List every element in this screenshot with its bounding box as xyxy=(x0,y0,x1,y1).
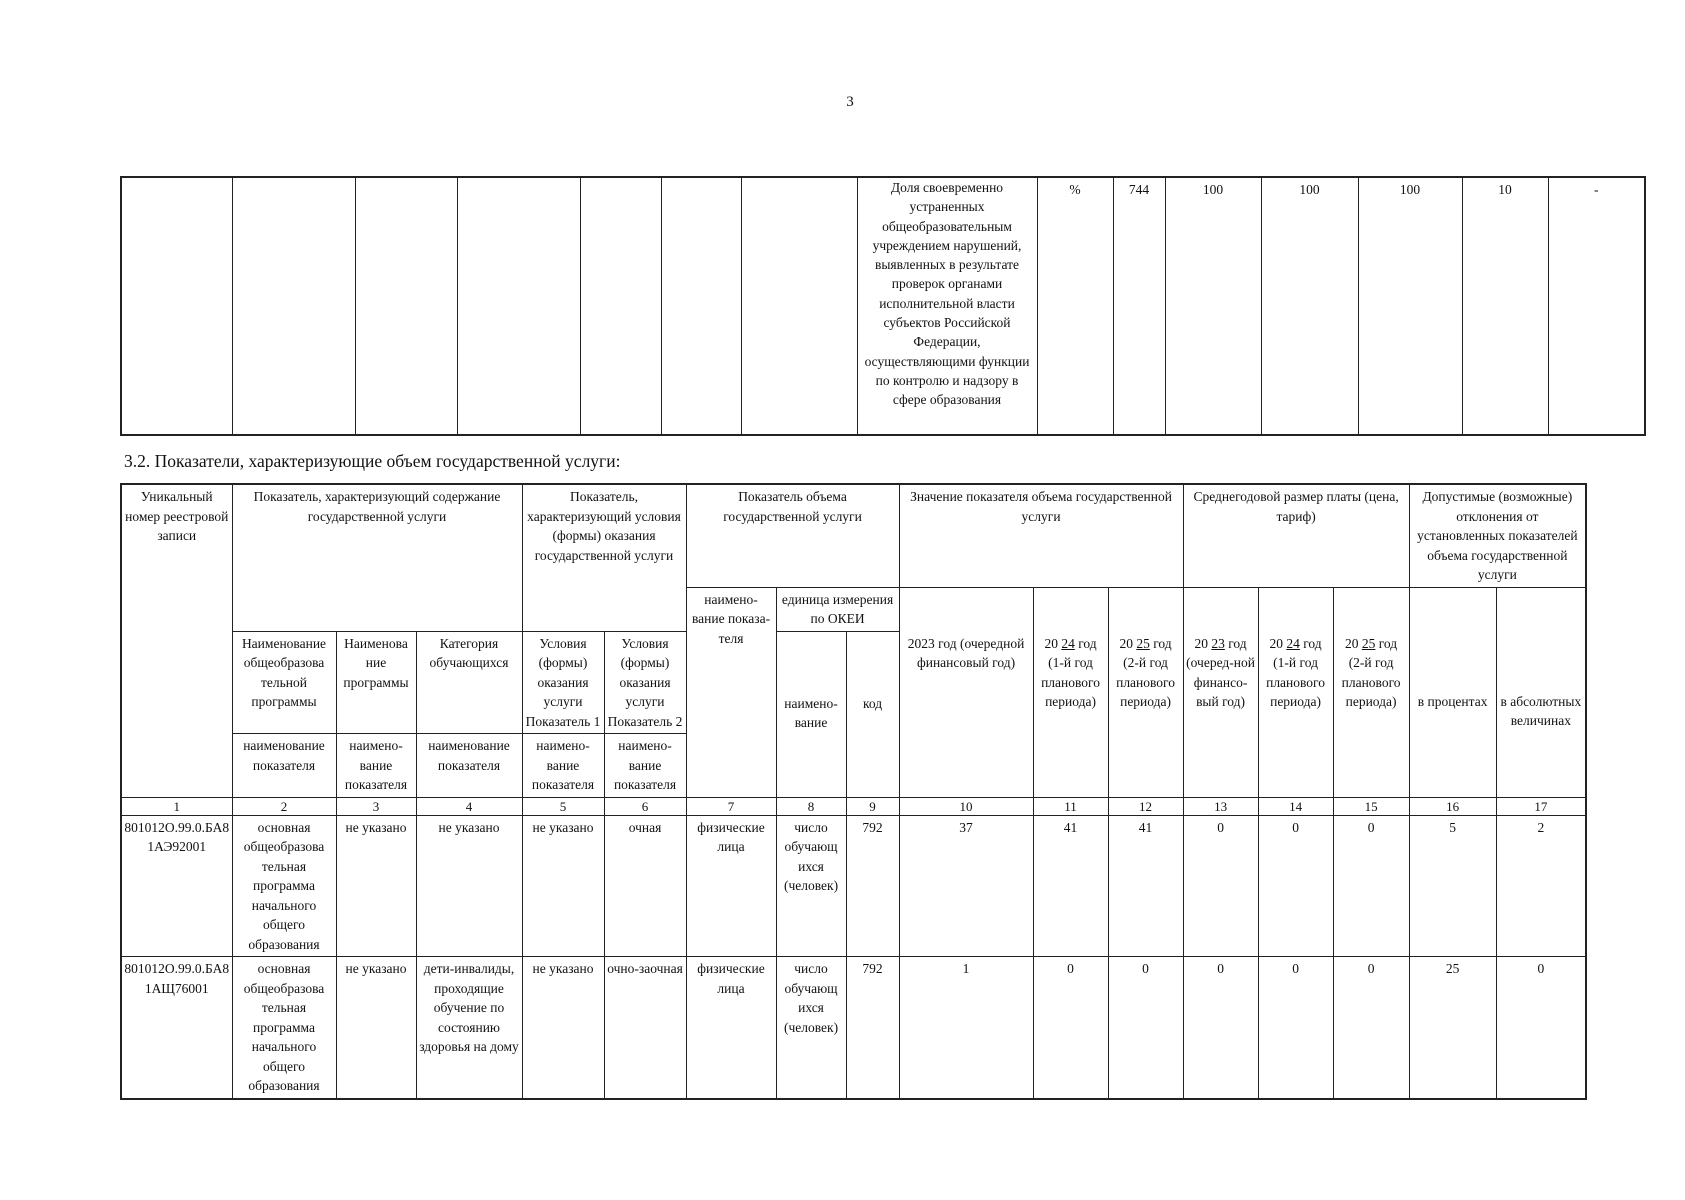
header-content-indicator: Показатель, характеризующий содержание государственной услуги xyxy=(232,484,522,631)
fee-2024-cell: 0 xyxy=(1258,815,1333,957)
value-2025-cell: 0 xyxy=(1108,957,1183,1099)
header-volume-value: Значение показателя объема государственной услуги xyxy=(899,484,1183,587)
column-number: 10 xyxy=(899,797,1033,815)
deviation-percent-cell: 5 xyxy=(1409,815,1496,957)
header-conditions-indicator: Показатель, характеризующий условия (формы) оказания государственной услуги xyxy=(522,484,686,631)
deviation-absolute-cell: 2 xyxy=(1496,815,1586,957)
header-registry-number: Уникальный номер реестровой записи xyxy=(121,484,232,797)
value-2023-cell: 100 xyxy=(1165,177,1261,435)
section-heading: 3.2. Показатели, характеризующие объем государственной услуги: xyxy=(124,451,621,471)
column-number: 12 xyxy=(1108,797,1183,815)
column-number-row xyxy=(121,797,1586,815)
header-year-2025: 20 25 год (2-й год планового периода) xyxy=(1108,587,1183,797)
value-2025-cell: 100 xyxy=(1358,177,1462,435)
fee-2025-cell: 0 xyxy=(1333,957,1409,1099)
unit-code-cell: 792 xyxy=(846,957,899,1099)
fee-2025-cell: 0 xyxy=(1333,815,1409,957)
empty-cell xyxy=(457,177,580,435)
header-in-percent: в процентах xyxy=(1409,587,1496,797)
column-number: 14 xyxy=(1258,797,1333,815)
quality-indicators-continuation-table xyxy=(120,176,1646,436)
header-indicator-name: наимено-вание показа-теля xyxy=(686,587,776,797)
column-number: 17 xyxy=(1496,797,1586,815)
empty-cell xyxy=(232,177,355,435)
header-unit-name: наимено-вание xyxy=(776,631,846,797)
header-indicator-label: наименование показателя xyxy=(232,734,336,798)
header-fee-2024: 20 24 год (1-й год планового периода) xyxy=(1258,587,1333,797)
header-year-2023: 2023 год (очередной финансовый год) xyxy=(899,587,1033,797)
condition-2-cell: очно-заочная xyxy=(604,957,686,1099)
value-2024-cell: 0 xyxy=(1033,957,1108,1099)
empty-cell xyxy=(355,177,457,435)
empty-cell xyxy=(580,177,661,435)
registry-number-cell: 801012О.99.0.БА81АЭ92001 xyxy=(121,815,232,957)
deviation-absolute-cell: - xyxy=(1548,177,1645,435)
header-average-fee: Среднегодовой размер платы (цена, тариф) xyxy=(1183,484,1409,587)
indicator-name-cell: Доля своевременно устраненных общеобразовательным учреждением нарушений, выявленных в результате проверок органами исполнительной власти субъектов Российской Федерации, осуществляющими функции по контролю и надзору в сфере образования xyxy=(857,177,1037,435)
column-number: 1 xyxy=(121,797,232,815)
header-year-2024: 20 24 год (1-й год планового периода) xyxy=(1033,587,1108,797)
page-number: 3 xyxy=(846,94,854,110)
header-program-name: Наименование общеобразова тельной программы xyxy=(232,631,336,734)
header-allowed-deviation: Допустимые (возможные) отклонения от установленных показателей объема государственной услуги xyxy=(1409,484,1586,587)
value-2023-cell: 1 xyxy=(899,957,1033,1099)
empty-cell xyxy=(121,177,232,435)
header-indicator-label: наимено-вание показателя xyxy=(336,734,416,798)
condition-1-cell: не указано xyxy=(522,815,604,957)
header-indicator-label: наименование показателя xyxy=(416,734,522,798)
header-unit-code: код xyxy=(846,631,899,797)
program-name-cell: основная общеобразова тельная программа начального общего образования xyxy=(232,815,336,957)
column-number: 3 xyxy=(336,797,416,815)
value-2025-cell: 41 xyxy=(1108,815,1183,957)
registry-number-cell: 801012О.99.0.БА81АЩ76001 xyxy=(121,957,232,1099)
header-indicator-label: наимено-вание показателя xyxy=(522,734,604,798)
student-category-cell: не указано xyxy=(416,815,522,957)
volume-indicators-table xyxy=(120,483,1587,1100)
column-number: 13 xyxy=(1183,797,1258,815)
indicator-name-cell: физические лица xyxy=(686,957,776,1099)
unit-name-cell: число обучающ ихся (человек) xyxy=(776,815,846,957)
column-number: 2 xyxy=(232,797,336,815)
header-unit-okei: единица измерения по ОКЕИ xyxy=(776,587,899,631)
condition-2-cell: очная xyxy=(604,815,686,957)
empty-cell xyxy=(741,177,857,435)
column-number: 6 xyxy=(604,797,686,815)
empty-cell xyxy=(661,177,741,435)
header-row xyxy=(121,484,1586,587)
value-2024-cell: 41 xyxy=(1033,815,1108,957)
column-number: 11 xyxy=(1033,797,1108,815)
unit-cell: % xyxy=(1037,177,1113,435)
student-category-cell: дети-инвалиды, проходящие обучение по состоянию здоровья на дому xyxy=(416,957,522,1099)
column-number: 9 xyxy=(846,797,899,815)
header-student-category: Категория обучающихся xyxy=(416,631,522,734)
fee-2023-cell: 0 xyxy=(1183,815,1258,957)
header-condition-1: Условия (формы) оказания услуги Показатель 1 xyxy=(522,631,604,734)
header-in-absolute: в абсолютных величинах xyxy=(1496,587,1586,797)
column-number: 7 xyxy=(686,797,776,815)
column-number: 5 xyxy=(522,797,604,815)
header-condition-2: Условия (формы) оказания услуги Показатель 2 xyxy=(604,631,686,734)
program-type-cell: не указано xyxy=(336,957,416,1099)
header-program-type: Наименова ние программы xyxy=(336,631,416,734)
value-2023-cell: 37 xyxy=(899,815,1033,957)
fee-2023-cell: 0 xyxy=(1183,957,1258,1099)
indicator-name-cell: физические лица xyxy=(686,815,776,957)
deviation-percent-cell: 25 xyxy=(1409,957,1496,1099)
header-volume-indicator: Показатель объема государственной услуги xyxy=(686,484,899,587)
table-row xyxy=(121,815,1586,957)
program-name-cell: основная общеобразова тельная программа начального общего образования xyxy=(232,957,336,1099)
table-row xyxy=(121,957,1586,1099)
deviation-percent-cell: 10 xyxy=(1462,177,1548,435)
value-2024-cell: 100 xyxy=(1261,177,1358,435)
table-row xyxy=(121,177,1645,435)
header-indicator-label: наимено-вание показателя xyxy=(604,734,686,798)
unit-name-cell: число обучающ ихся (человек) xyxy=(776,957,846,1099)
deviation-absolute-cell: 0 xyxy=(1496,957,1586,1099)
fee-2024-cell: 0 xyxy=(1258,957,1333,1099)
column-number: 8 xyxy=(776,797,846,815)
header-fee-2023: 20 23 год (очеред-ной финансо-вый год) xyxy=(1183,587,1258,797)
unit-code-cell: 792 xyxy=(846,815,899,957)
header-fee-2025: 20 25 год (2-й год планового периода) xyxy=(1333,587,1409,797)
condition-1-cell: не указано xyxy=(522,957,604,1099)
code-cell: 744 xyxy=(1113,177,1165,435)
program-type-cell: не указано xyxy=(336,815,416,957)
column-number: 16 xyxy=(1409,797,1496,815)
column-number: 4 xyxy=(416,797,522,815)
column-number: 15 xyxy=(1333,797,1409,815)
